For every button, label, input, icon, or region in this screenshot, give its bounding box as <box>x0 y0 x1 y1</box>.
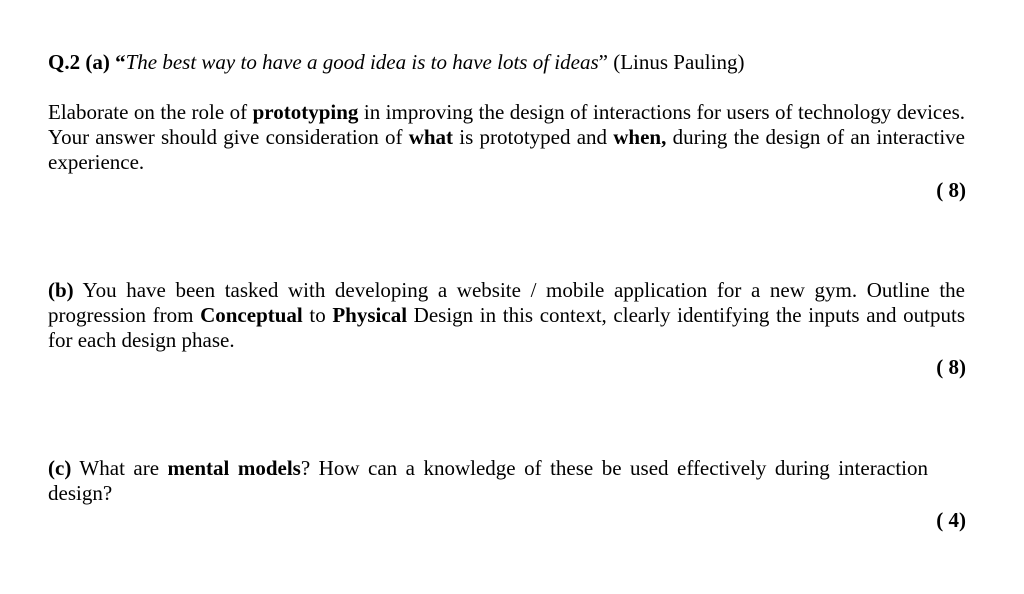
question-number: Q.2 <box>48 50 81 74</box>
part-c-label: (c) <box>48 456 72 480</box>
question-header <box>48 50 965 75</box>
part-a-label: (a) <box>85 50 110 74</box>
part-b-bold-physical: Physical <box>332 303 408 327</box>
part-b-text-3: Design in this context, clearly identifying the inputs and outputs for each design phase. <box>48 303 965 352</box>
part-a-bold-when: when, <box>613 125 667 149</box>
part-a-text-3: is prototyped and <box>453 125 614 149</box>
part-b-label: (b) <box>48 278 74 302</box>
part-a-text-4: during the design of an interactive experience. <box>48 125 965 174</box>
part-a-text-1: Elaborate on the role of <box>48 100 253 124</box>
part-b-text-1: You have been tasked with developing a website / mobile application for a new gym. Outline the progression from <box>48 278 965 327</box>
part-b-body <box>48 278 965 353</box>
part-a-bold-prototyping: prototyping <box>252 100 359 124</box>
part-b-marks: ( 8) <box>936 355 966 379</box>
part-a-text-2: in improving the design of interactions for users of technology devices. Your answer should give consideration of <box>48 100 965 149</box>
part-c-body <box>48 456 928 506</box>
quote-attribution: (Linus Pauling) <box>613 50 745 74</box>
part-c-marks: ( 4) <box>936 508 966 532</box>
quote-close-mark: ” <box>598 50 608 74</box>
part-a-body <box>48 100 965 175</box>
quote-text: The best way to have a good idea is to have lots of ideas <box>125 50 599 74</box>
part-a-bold-what: what <box>408 125 454 149</box>
part-b-text-2: to <box>302 303 333 327</box>
quote-open-mark: “ <box>115 50 126 74</box>
part-b-bold-conceptual: Conceptual <box>200 303 303 327</box>
part-c-text-2: ? How can a knowledge of these be used effectively during interaction design? <box>48 456 929 505</box>
part-c-bold-mental-models: mental models <box>167 456 301 480</box>
part-a-marks: ( 8) <box>936 178 966 202</box>
part-c-text-1: What are <box>71 456 168 480</box>
